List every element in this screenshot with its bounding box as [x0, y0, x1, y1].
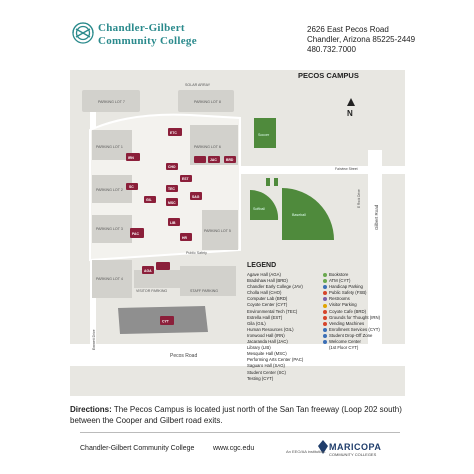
- legend-amenity-label: Coyote Cafe (BRD): [329, 308, 367, 314]
- legend-building-item: Agave Hall (AGA): [247, 272, 281, 277]
- legend-symbol-icon: [323, 273, 327, 277]
- legend-building-item: Cholla Hall (CHO): [247, 290, 282, 296]
- building-label-irn: IRN: [128, 156, 134, 160]
- legend-amenity-label: Bookstore: [329, 272, 349, 277]
- building-sag-2[interactable]: [156, 262, 170, 270]
- college-name-line2: Community College: [98, 35, 197, 47]
- staff-parking-label: STAFF PARKING: [190, 289, 219, 293]
- building-label-lib: LIB: [170, 221, 176, 225]
- legend-symbol-icon: [323, 316, 327, 320]
- parking-lot-3-label: PARKING LOT 3: [96, 227, 123, 231]
- legend: [247, 262, 397, 269]
- legend-building-item: Testing (CYT): [247, 375, 274, 381]
- legend-amenity-label: Grounds for Thought (IRN): [329, 314, 381, 320]
- legend-amenity-label: Visitor Parking: [329, 302, 357, 308]
- college-name: [98, 22, 197, 48]
- building-label-pac: PAC: [132, 232, 139, 236]
- fairview-street-label: Fairview Street: [335, 167, 358, 171]
- street-address: 2626 East Pecos Road: [307, 25, 389, 34]
- legend-building-item: Saguaro Hall (SAG): [247, 363, 285, 369]
- fairview-street-strip: [240, 166, 405, 174]
- footer-website-link[interactable]: www.cgc.edu: [213, 445, 255, 452]
- legend-building-item: Library (LIB): [247, 345, 271, 351]
- building-label-jac: JAC: [210, 158, 217, 162]
- legend-symbol-icon: [323, 291, 327, 295]
- parking-lot-7-label: PARKING LOT 7: [98, 100, 125, 104]
- legend-symbol-icon: [323, 328, 327, 332]
- building-label-aga: AGA: [144, 269, 152, 273]
- phone-number: 480.732.7000: [307, 45, 356, 54]
- legend-amenity-label: Enrollment Services (CYT): [329, 326, 380, 332]
- parking-lot-6-label: PARKING LOT 6: [194, 145, 221, 149]
- legend-building-item: Human Resources (GIL): [247, 326, 294, 332]
- parking-lot-2-label: PARKING LOT 2: [96, 188, 123, 192]
- building-label-gil: GIL: [146, 198, 152, 202]
- pecos-road-label: Pecos Road: [170, 353, 198, 359]
- north-label: N: [347, 109, 353, 118]
- north-arrow-icon: [347, 98, 355, 106]
- legend-amenity-label: Student Drop-Off Zone: [329, 332, 373, 338]
- legend-symbol-icon: [323, 297, 327, 301]
- header: [0, 0, 474, 72]
- legend-building-item: Coyote Center (CYT): [247, 302, 288, 308]
- footer-college-name: Chandler-Gilbert Community College: [80, 445, 195, 452]
- building-label-hr: HR: [182, 236, 187, 240]
- legend-symbol-icon: [323, 310, 327, 314]
- legend-symbol-icon: [323, 346, 327, 350]
- legend-symbol-icon: [323, 304, 327, 308]
- building-label-brd: BRD: [226, 158, 234, 162]
- building-label-sc: SC: [129, 185, 134, 189]
- visitor-parking-label: VISITOR PARKING: [136, 289, 168, 293]
- legend-symbol-icon: [323, 340, 327, 344]
- maricopa-subtitle: COMMUNITY COLLEGES: [329, 452, 377, 457]
- eeo-statement: An EEO/AA institution.: [286, 449, 326, 454]
- solar-array-label: SOLAR ARRAY: [185, 83, 211, 87]
- legend-building-item: Jacaranda Hall (JAC): [247, 339, 288, 345]
- legend-symbol-icon: [323, 279, 327, 283]
- legend-amenity-label: Welcome Center: [329, 339, 361, 345]
- footer-divider: [80, 432, 400, 433]
- college-logo-icon: [70, 20, 96, 46]
- legend-building-item: Student Center (SC): [247, 369, 286, 375]
- legend-symbol-icon: [323, 285, 327, 289]
- baseball-field: [282, 188, 334, 240]
- parking-lot-1-label: PARKING LOT 1: [96, 145, 123, 149]
- maricopa-wordmark: MARICOPA: [329, 442, 382, 452]
- parking-lot-4-label: PARKING LOT 4: [96, 277, 123, 281]
- building-label-est: EST: [182, 177, 189, 181]
- public-safety-label: Public Safety: [186, 251, 207, 255]
- legend-building-item: Chandler Early College (JAV): [247, 284, 303, 290]
- campus-title: PECOS CAMPUS: [298, 71, 359, 80]
- softball-label: Softball: [253, 207, 265, 211]
- directions: [70, 404, 415, 426]
- field-marker-1: [266, 178, 270, 186]
- legend-building-item: Gila (GIL): [247, 320, 266, 326]
- baseball-label: Baseball: [292, 213, 306, 217]
- legend-amenity-item: [323, 345, 380, 351]
- building-label-cho: CHO: [168, 165, 176, 169]
- directions-text: The Pecos Campus is located just north of the San Tan freeway (Loop 202 south) between the Cooper and Gilbert road exits.: [70, 405, 402, 425]
- softball-field: [250, 190, 278, 220]
- college-name-line1: Chandler-Gilbert: [98, 22, 185, 34]
- legend-building-item: Estrella Hall (EST): [247, 314, 283, 320]
- legend-amenity-label: Handicap Parking: [329, 284, 363, 290]
- parking-lot-5-label: PARKING LOT 5: [204, 229, 231, 233]
- emmett-drive-label: Emmett Drive: [92, 329, 96, 350]
- legend-symbol-icon: [323, 322, 327, 326]
- legend-symbol-icon: [323, 334, 327, 338]
- rock-drive-label: E Rock Drive: [357, 189, 361, 208]
- soccer-label: Soccer: [258, 133, 270, 137]
- building-label-etc: ETC: [170, 131, 177, 135]
- gilbert-road-label: Gilbert Road: [374, 204, 379, 230]
- legend-building-item: Mesquite Hall (MSC): [247, 351, 287, 357]
- legend-buildings-list: [247, 272, 303, 382]
- parking-lot-8-label: PARKING LOT 8: [194, 100, 221, 104]
- legend-building-item: Bradshaw Hall (BRD): [247, 278, 288, 284]
- building-label-sag: SAG: [192, 195, 200, 199]
- legend-amenity-label: Vending Machines: [329, 320, 365, 326]
- building-label-msc: MSC: [168, 201, 176, 205]
- legend-amenity-label: ATM (CYT): [329, 278, 351, 284]
- legend-building-item: Performing Arts Center (PAC): [247, 357, 304, 363]
- city-state-zip: Chandler, Arizona 85225-2449: [307, 35, 416, 44]
- legend-building-item: Computer Lab (BRD): [247, 296, 288, 302]
- legend-amenity-label: (1st Floor CYT): [329, 345, 359, 351]
- field-marker-2: [274, 178, 278, 186]
- legend-title: LEGEND: [247, 262, 277, 269]
- legend-amenity-label: Public Safety (FSB): [329, 290, 367, 296]
- building-label-tec: TEC: [168, 187, 175, 191]
- legend-building-item: Ironwood Hall (IRN): [247, 332, 285, 338]
- building-jav[interactable]: [194, 156, 206, 163]
- building-label-cyt: CYT: [162, 319, 169, 324]
- directions-label: Directions:: [70, 405, 112, 414]
- legend-amenity-label: Restrooms: [329, 296, 350, 302]
- legend-building-item: Environmental Tech (TEC): [247, 308, 298, 314]
- legend-amenities-list: [323, 272, 380, 351]
- address-block: [307, 25, 415, 55]
